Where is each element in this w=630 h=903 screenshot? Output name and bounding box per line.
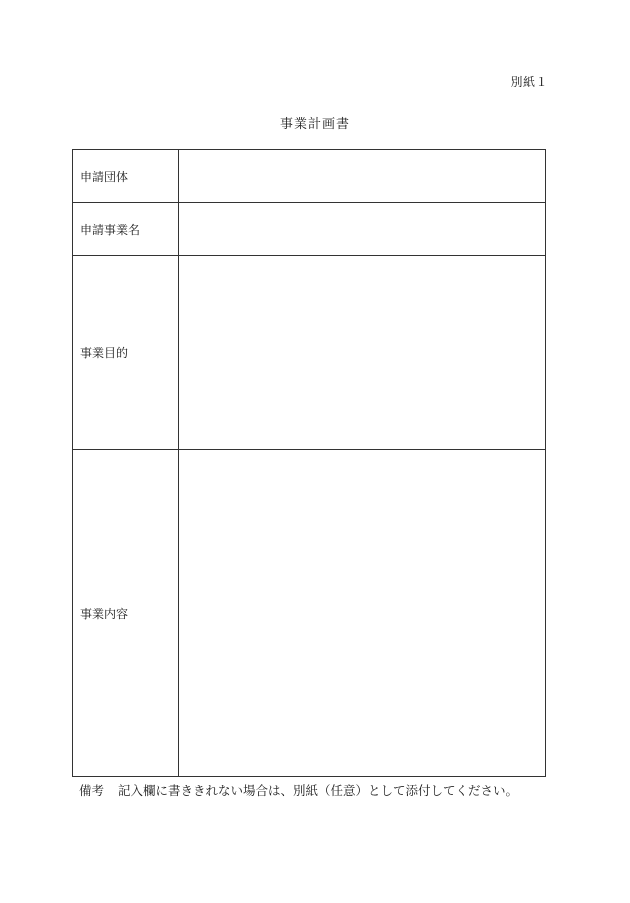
field-project-name[interactable]	[179, 203, 546, 256]
table-row-project-content	[73, 450, 546, 777]
table-row-project-purpose	[73, 256, 546, 450]
remarks-label: 備考	[79, 783, 105, 798]
attachment-label: 別紙１	[510, 75, 548, 89]
label-applicant-organization: 申請団体	[73, 150, 179, 203]
business-plan-table	[72, 149, 546, 777]
label-project-purpose: 事業目的	[73, 256, 179, 450]
remarks-note	[79, 781, 518, 799]
label-project-content: 事業内容	[73, 450, 179, 777]
field-project-content[interactable]	[179, 450, 546, 777]
table-row-project-name	[73, 203, 546, 256]
field-project-purpose[interactable]	[179, 256, 546, 450]
label-project-name: 申請事業名	[73, 203, 179, 256]
table-row-applicant-organization	[73, 150, 546, 203]
document-title: 事業計画書	[279, 117, 350, 132]
remarks-text: 記入欄に書ききれない場合は、別紙（任意）として添付してください。	[118, 783, 519, 798]
field-applicant-organization[interactable]	[179, 150, 546, 203]
